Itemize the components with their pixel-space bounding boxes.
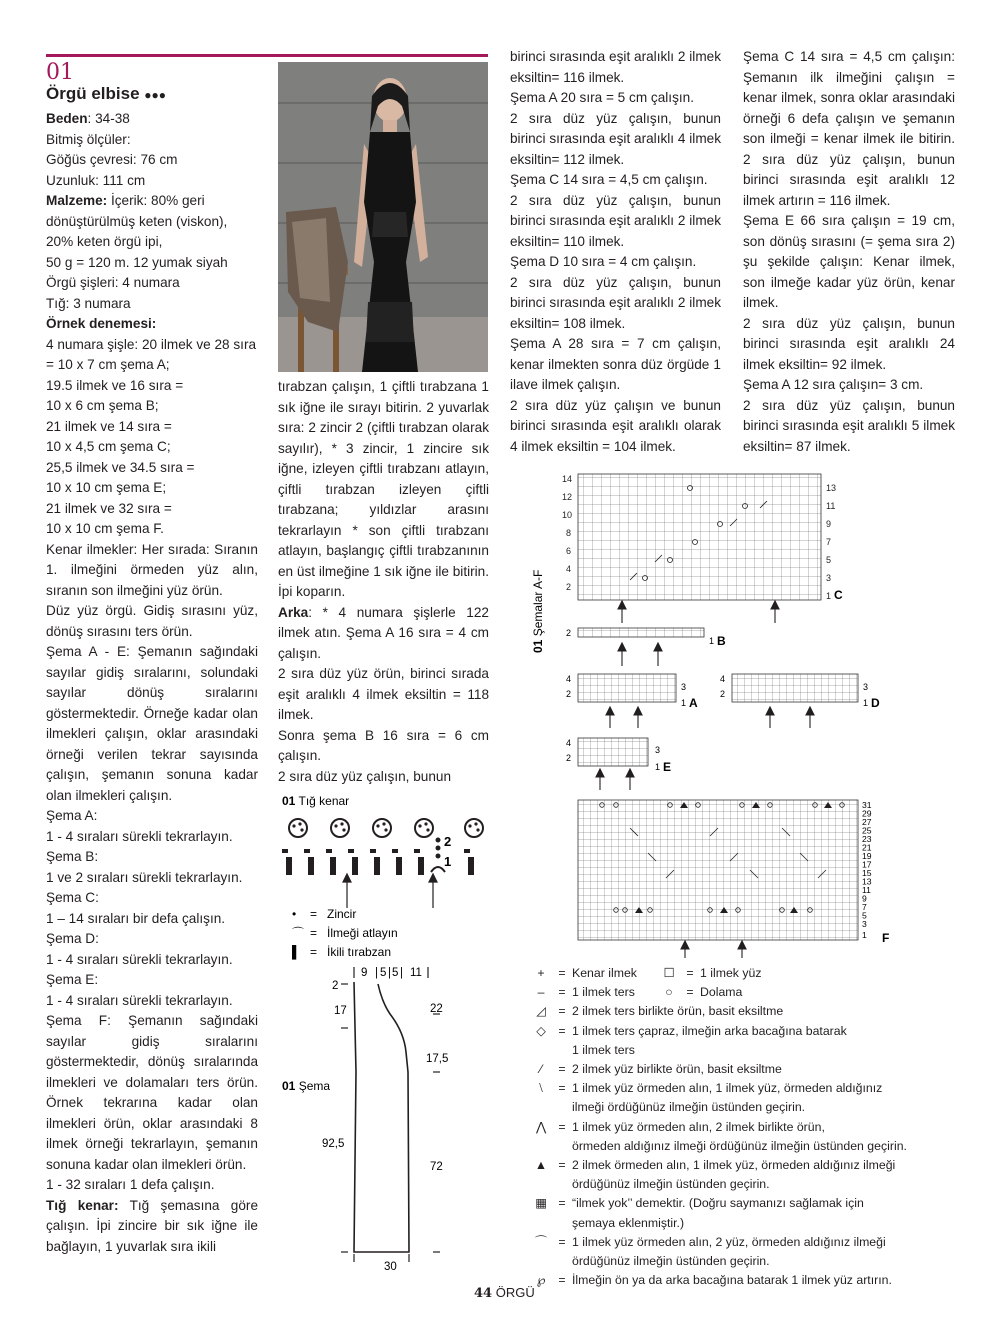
svg-text:17: 17 bbox=[862, 859, 872, 870]
text-column-3 bbox=[510, 47, 721, 457]
svg-text:21: 21 bbox=[862, 842, 872, 853]
dim-top-5a: 5 bbox=[380, 967, 387, 979]
legend-row: ⌒ = 1 ilmek yüz örmeden alın, 2 yüz, örmeden aldığınız ilmeği bbox=[530, 1233, 970, 1252]
dim-right-22: 22 bbox=[430, 1003, 443, 1015]
para: 2 sıra düz yüz çalışın, bunun birinci sırasında eşit aralıklı 24 ilmek eksiltin= 92 ilmek. bbox=[743, 315, 955, 372]
crochet-loops bbox=[289, 819, 483, 837]
dim-left-17: 17 bbox=[334, 1005, 347, 1017]
crochet-label: 01 Tığ kenar bbox=[282, 794, 350, 808]
yarn-over-icon: ○ bbox=[665, 985, 673, 1000]
legend-row: ◇ = 1 ilmek ters çapraz, ilmeğin arka bacağına batarak bbox=[530, 1022, 970, 1041]
svg-text:|: | bbox=[375, 967, 378, 979]
increase-icon: ℘ bbox=[536, 1273, 546, 1288]
svg-text:29: 29 bbox=[862, 808, 872, 819]
svg-text:1: 1 bbox=[862, 930, 867, 940]
crochet-edge-diagram bbox=[278, 790, 493, 965]
svg-text:3: 3 bbox=[681, 682, 687, 692]
dress-schematic bbox=[278, 962, 493, 1282]
svg-text:1: 1 bbox=[709, 636, 715, 646]
section-number: 01 bbox=[46, 60, 74, 85]
para: Örgü şişleri: 4 numara bbox=[46, 275, 180, 290]
legend-row: + = Kenar ilmek ☐ = 1 ilmek yüz bbox=[530, 964, 970, 983]
svg-text:|: | bbox=[388, 967, 391, 979]
svg-text:3: 3 bbox=[826, 573, 832, 583]
para: Şema D: bbox=[46, 931, 99, 946]
chart-d bbox=[720, 674, 880, 728]
pattern-title bbox=[46, 84, 166, 104]
para: Şema A 20 sıra = 5 cm çalışın. bbox=[510, 90, 694, 105]
svg-text:1: 1 bbox=[655, 762, 661, 772]
svg-text:31: 31 bbox=[862, 800, 872, 810]
svg-text:13: 13 bbox=[862, 876, 872, 887]
skip-arc-icon bbox=[431, 867, 445, 872]
legend-row: ⧵ = 1 ilmek yüz örmeden alın, 1 ilmek yüz, örmeden aldığınız bbox=[530, 1079, 970, 1098]
para: tırabzan çalışın, 1 çiftli tırabzana 1 sık iğne ile sırayı bitirin. 2 yuvarlak sıra: 2 zincir 2 (çiftli tırabzan olarak sayılır), * 3 zincir, 1 zincire sık iğne, izleyen çiftli tırabzanı atlayın, çiftli tırabzan izleyen çiftli tırabzana; yıldızlar arasını tekrarlayın * son çiftli tırabzanı atlayın, başlangıç çiftli tırabzanının en üst ilmeğine 1 sık iğne ile bitirin. İpi koparın. bbox=[278, 379, 489, 599]
para: Tığ: 3 numara bbox=[46, 295, 131, 311]
svg-text:27: 27 bbox=[862, 817, 872, 827]
crochet-legend-treble: ▌ = İkili tırabzan bbox=[292, 945, 392, 959]
knit-two-together-icon: ⁄ bbox=[539, 1062, 543, 1077]
svg-text:10: 10 bbox=[562, 510, 573, 520]
legend-row: ördüğünüz ilmeğin üstünden geçirin. bbox=[572, 1177, 770, 1192]
page-footer bbox=[474, 1285, 535, 1301]
para: Malzeme: İçerik: 80% geri dönüştürülmüş keten (viskon), 20% keten örgü ipi, bbox=[46, 193, 228, 249]
para: 4 numara şişle: 20 ilmek ve 28 sıra = 10 x 7 cm şema A; bbox=[46, 336, 257, 372]
schematic-outline bbox=[354, 982, 409, 1252]
para: Şema C: bbox=[46, 890, 99, 905]
difficulty-dots: ●●● bbox=[144, 88, 167, 102]
model-photo bbox=[278, 62, 488, 372]
knitting-charts bbox=[520, 468, 900, 958]
para: 1 – 14 sıraları bir defa çalışın. bbox=[46, 910, 226, 926]
crochet-row-1: 1 bbox=[444, 854, 452, 869]
para: birinci sırasında eşit aralıklı 2 ilmek eksiltin= 116 ilmek. bbox=[510, 49, 721, 85]
para: Bitmiş ölçüler: bbox=[46, 131, 131, 147]
para: 2 sıra düz yüz örün, birinci sırada eşit aralıklı 4 ilmek eksiltin = 118 ilmek. bbox=[278, 666, 489, 722]
para: 2 sıra düz yüz çalışın, bunun birinci sırasında eşit aralıklı 2 ilmek eksiltin= 108 ilmek. bbox=[510, 274, 721, 331]
legend-row: ◿ = 2 ilmek ters birlikte örün, basit eksiltme bbox=[530, 1002, 970, 1021]
para: 21 ilmek ve 14 sıra = bbox=[46, 418, 172, 434]
svg-text:6: 6 bbox=[566, 546, 572, 556]
para: 1 ve 2 sıraları sürekli tekrarlayın. bbox=[46, 869, 243, 885]
dim-left-92: 92,5 bbox=[322, 1138, 345, 1150]
crochet-legend-chain: • = Zincir bbox=[292, 907, 357, 921]
text-column-1 bbox=[46, 109, 258, 1257]
knit-box-icon: ☐ bbox=[663, 966, 675, 980]
para: 10 x 4,5 cm şema C; bbox=[46, 439, 171, 454]
svg-text:7: 7 bbox=[862, 902, 867, 912]
svg-text:9: 9 bbox=[862, 893, 867, 904]
para: Beden: 34-38 bbox=[46, 111, 130, 126]
charts-side-label: 01 Şemalar A-F bbox=[531, 569, 545, 653]
chart-e bbox=[566, 738, 671, 790]
para: Şema E 66 sıra çalışın = 19 cm, son dönüş sırasını (= şema sıra 2) şu şekilde çalışın: Kenar ilmek, son ilmeğe kadar yüz örün, kenar ilmek. bbox=[743, 213, 955, 310]
text-column-2 bbox=[278, 377, 489, 787]
svg-text:4: 4 bbox=[566, 738, 572, 748]
svg-text:3: 3 bbox=[655, 745, 661, 755]
svg-text:19: 19 bbox=[862, 851, 872, 861]
crochet-arrows bbox=[343, 874, 437, 908]
dim-top-5b: 5 bbox=[392, 967, 399, 979]
svg-text:9: 9 bbox=[826, 519, 832, 529]
para: 10 x 10 cm şema E; bbox=[46, 480, 167, 495]
svg-text:23: 23 bbox=[862, 834, 872, 844]
chart-a-label: A bbox=[689, 696, 698, 710]
svg-text:2: 2 bbox=[566, 753, 572, 763]
legend-row: örmeden aldığınız ilmeği ördüğünüz ilmeğin üstünden geçirin. bbox=[572, 1138, 907, 1153]
svg-text:13: 13 bbox=[826, 483, 837, 493]
legend-row: ▲ = 2 ilmek örmeden alın, 1 ilmek yüz, örmeden aldığınız ilmeği bbox=[530, 1156, 970, 1175]
para: Tığ kenar: Tığ şemasına göre çalışın. İpi zincire bir sık iğne ile bağlayın, 1 yuvarlak sıra ikili bbox=[46, 1197, 259, 1254]
svg-text:4: 4 bbox=[566, 564, 572, 574]
para: Kenar ilmekler: Her sırada: Sıranın 1. ilmeğini örmeden yüz alın, sıranın son ilmeğini yüz örün. bbox=[46, 541, 258, 598]
para: Düz yüz örgü. Gidiş sırasını yüz, dönüş sırasını ters örün. bbox=[46, 603, 258, 639]
no-stitch-icon: ▦ bbox=[535, 1196, 547, 1211]
svg-text:2: 2 bbox=[566, 582, 572, 592]
svg-text:|: | bbox=[400, 967, 403, 979]
svg-text:1: 1 bbox=[826, 591, 832, 601]
para: Şema F: Şemanın sağındaki sayılar gidiş sıralarını göstermektedir, dönüş sıralarında ilmekleri ve dolamaları ters örün. Örnek tekrarına kadar olan ilmekleri örün, oklar arasındaki 8 ilmek örneği tekrarlayın, şemanın sonuna kadar olan ilmekleri örün. bbox=[46, 1013, 258, 1172]
svg-text:5: 5 bbox=[826, 555, 832, 565]
para: Uzunluk: 111 cm bbox=[46, 172, 146, 188]
para: Şema B: bbox=[46, 849, 99, 864]
schema-label: 01 Şema bbox=[282, 1079, 331, 1093]
chart-c bbox=[562, 474, 843, 623]
chart-d-label: D bbox=[871, 696, 880, 710]
para: Şema A 28 sıra = 7 cm çalışın, kenar ilmekten sonra düz örgüde 1 ilave ilmek çalışın. bbox=[510, 336, 721, 392]
legend-row: ℘ = İlmeğin ön ya da arka bacağına batarak 1 ilmek yüz artırın. bbox=[530, 1271, 970, 1290]
svg-text:1: 1 bbox=[681, 698, 687, 708]
chart-b-label: B bbox=[717, 634, 726, 648]
crochet-chain-dots bbox=[292, 822, 479, 858]
dim-top-11: 11 bbox=[410, 967, 422, 979]
purl-twisted-icon: ◇ bbox=[536, 1023, 546, 1038]
para: 1 - 32 sıraları 1 defa çalışın. bbox=[46, 1177, 215, 1192]
magazine-name: ÖRGÜ bbox=[495, 1285, 535, 1300]
dim-right-17: 17,5 bbox=[426, 1053, 449, 1065]
para: 2 sıra düz yüz çalışın, bunun birinci sırasında eşit aralıklı 4 ilmek eksiltin= 112 ilmek. bbox=[510, 110, 721, 167]
para: Sonra şema B 16 sıra = 6 cm çalışın. bbox=[278, 727, 489, 763]
slip-two-knit-pass-icon: ⌒ bbox=[534, 1234, 548, 1249]
legend-row: şemaya eklenmiştir.) bbox=[572, 1215, 685, 1230]
para: Arka: * 4 numara şişlerle 122 ilmek atın. Şema A 16 sıra = 4 cm çalışın. bbox=[278, 604, 489, 661]
svg-text:11: 11 bbox=[862, 885, 871, 895]
legend-row: ilmeği ördüğünüz ilmeğin üstünden geçirin. bbox=[572, 1100, 806, 1115]
para: 1 - 4 sıraları sürekli tekrarlayın. bbox=[46, 992, 233, 1008]
svg-text:8: 8 bbox=[566, 528, 572, 538]
double-decrease-icon: ⋀ bbox=[535, 1119, 547, 1134]
para: 2 sıra düz yüz çalışın ve bunun birinci sırasında eşit aralıklı olarak 4 ilmek eksiltin = 104 ilmek. bbox=[510, 397, 721, 454]
svg-text:2: 2 bbox=[566, 689, 572, 699]
para: 19.5 ilmek ve 16 sıra = bbox=[46, 377, 184, 393]
svg-text:3: 3 bbox=[862, 919, 867, 929]
dim-right-72: 72 bbox=[430, 1161, 443, 1173]
crochet-row-2: 2 bbox=[444, 834, 452, 849]
text-column-4 bbox=[743, 47, 955, 457]
legend-row: 1 ilmek ters bbox=[572, 1042, 635, 1057]
para: 10 x 6 cm şema B; bbox=[46, 398, 159, 413]
purl-dash-icon: – bbox=[537, 985, 545, 1000]
svg-text:7: 7 bbox=[826, 537, 832, 547]
svg-text:2: 2 bbox=[720, 689, 726, 699]
chart-e-label: E bbox=[663, 760, 672, 774]
dim-bottom-30: 30 bbox=[384, 1261, 397, 1273]
para: Örnek denemesi: bbox=[46, 316, 157, 331]
svg-text:5: 5 bbox=[862, 910, 867, 921]
svg-text:1: 1 bbox=[863, 698, 869, 708]
svg-text:11: 11 bbox=[826, 501, 836, 511]
legend-row: ▦ = “ilmek yok’’ demektir. (Doğru saymanızı sağlamak için bbox=[530, 1194, 970, 1213]
pattern-title-text: Örgü elbise bbox=[46, 84, 140, 103]
dim-left-2: 2 bbox=[332, 980, 339, 992]
chart-a bbox=[566, 674, 698, 728]
purl-two-together-icon: ◿ bbox=[536, 1004, 546, 1019]
para: 2 sıra düz yüz çalışın, bunun birinci sırasında eşit aralıklı 2 ilmek eksiltin= 110 ilmek. bbox=[510, 192, 721, 249]
chart-b bbox=[566, 628, 726, 666]
chart-f bbox=[578, 800, 889, 958]
svg-text:15: 15 bbox=[862, 868, 872, 878]
para: Şema C 14 sıra = 4,5 cm çalışın. bbox=[510, 172, 708, 187]
para: 10 x 10 cm şema F. bbox=[46, 521, 164, 536]
legend-row: ⁄ = 2 ilmek yüz birlikte örün, basit eksiltme bbox=[530, 1060, 970, 1079]
chart-f-label: F bbox=[882, 931, 890, 945]
chart-c-label: C bbox=[834, 588, 843, 602]
para: Göğüs çevresi: 76 cm bbox=[46, 152, 178, 167]
para: Şema A - E: Şemanın sağındaki sayılar gidiş sıralarını, solundaki sayılar dönüş sıralarını göstermektedir. Örneğe kadar olan ilmekleri çalışın, oklar arasındaki örneği verilen tekrar sayısında çalışın, şemanın sonuna kadar olan ilmekleri çalışın. bbox=[46, 644, 258, 803]
para: 21 ilmek ve 32 sıra = bbox=[46, 500, 172, 516]
para: Şema E: bbox=[46, 972, 99, 987]
para: Şema C 14 sıra = 4,5 cm çalışın: Şemanın ilk ilmeğini çalışın = kenar ilmek, sonra oklar arasındaki örneği 6 defa çalışın ve şemanın son ilmeği = kenar ilmek ile bitirin. 2 sıra düz yüz çalışın, bunun birinci sırasında eşit aralıklı 12 ilmek artırın = 116 ilmek. bbox=[743, 49, 955, 208]
para: 1 - 4 sıraları sürekli tekrarlayın. bbox=[46, 828, 233, 844]
svg-text:12: 12 bbox=[562, 492, 573, 502]
para: 50 g = 120 m. 12 yumak siyah bbox=[46, 254, 228, 270]
para: 2 sıra düz yüz çalışın, bunun bbox=[278, 768, 452, 784]
crochet-legend-skip: ⌒ = İlmeği atlayın bbox=[292, 926, 398, 940]
para: Şema A 12 sıra çalışın= 3 cm. bbox=[743, 377, 924, 392]
svg-text:14: 14 bbox=[562, 474, 573, 484]
para: Şema D 10 sıra = 4 cm çalışın. bbox=[510, 254, 697, 269]
svg-text:4: 4 bbox=[720, 674, 726, 684]
para: Şema A: bbox=[46, 808, 98, 823]
edge-stitch-icon: + bbox=[537, 966, 545, 980]
legend-row: ördüğünüz ilmeğin üstünden geçirin. bbox=[572, 1254, 770, 1269]
para: 1 - 4 sıraları sürekli tekrarlayın. bbox=[46, 951, 233, 967]
legend-row: ⋀ = 1 ilmek yüz örmeden alın, 2 ilmek birlikte örün, bbox=[530, 1118, 970, 1137]
para: 25,5 ilmek ve 34.5 sıra = bbox=[46, 459, 195, 475]
triangle-decrease-icon: ▲ bbox=[534, 1158, 548, 1173]
section-rule bbox=[46, 54, 488, 57]
legend-row: – = 1 ilmek ters ○ = Dolama bbox=[530, 983, 970, 1002]
svg-text:3: 3 bbox=[863, 682, 869, 692]
svg-text:4: 4 bbox=[566, 674, 572, 684]
model-photo-illustration bbox=[278, 62, 488, 372]
slip-knit-pass-icon: ⧵ bbox=[539, 1081, 543, 1096]
para: 2 sıra düz yüz çalışın, bunun birinci sırasında eşit aralıklı 5 ilmek eksiltin= 87 ilmek. bbox=[743, 397, 955, 454]
symbol-legend bbox=[530, 964, 970, 1290]
svg-text:2: 2 bbox=[566, 628, 572, 638]
dim-top-9: 9 bbox=[361, 967, 368, 979]
page-number: 44 bbox=[474, 1286, 493, 1301]
svg-text:25: 25 bbox=[862, 825, 872, 836]
